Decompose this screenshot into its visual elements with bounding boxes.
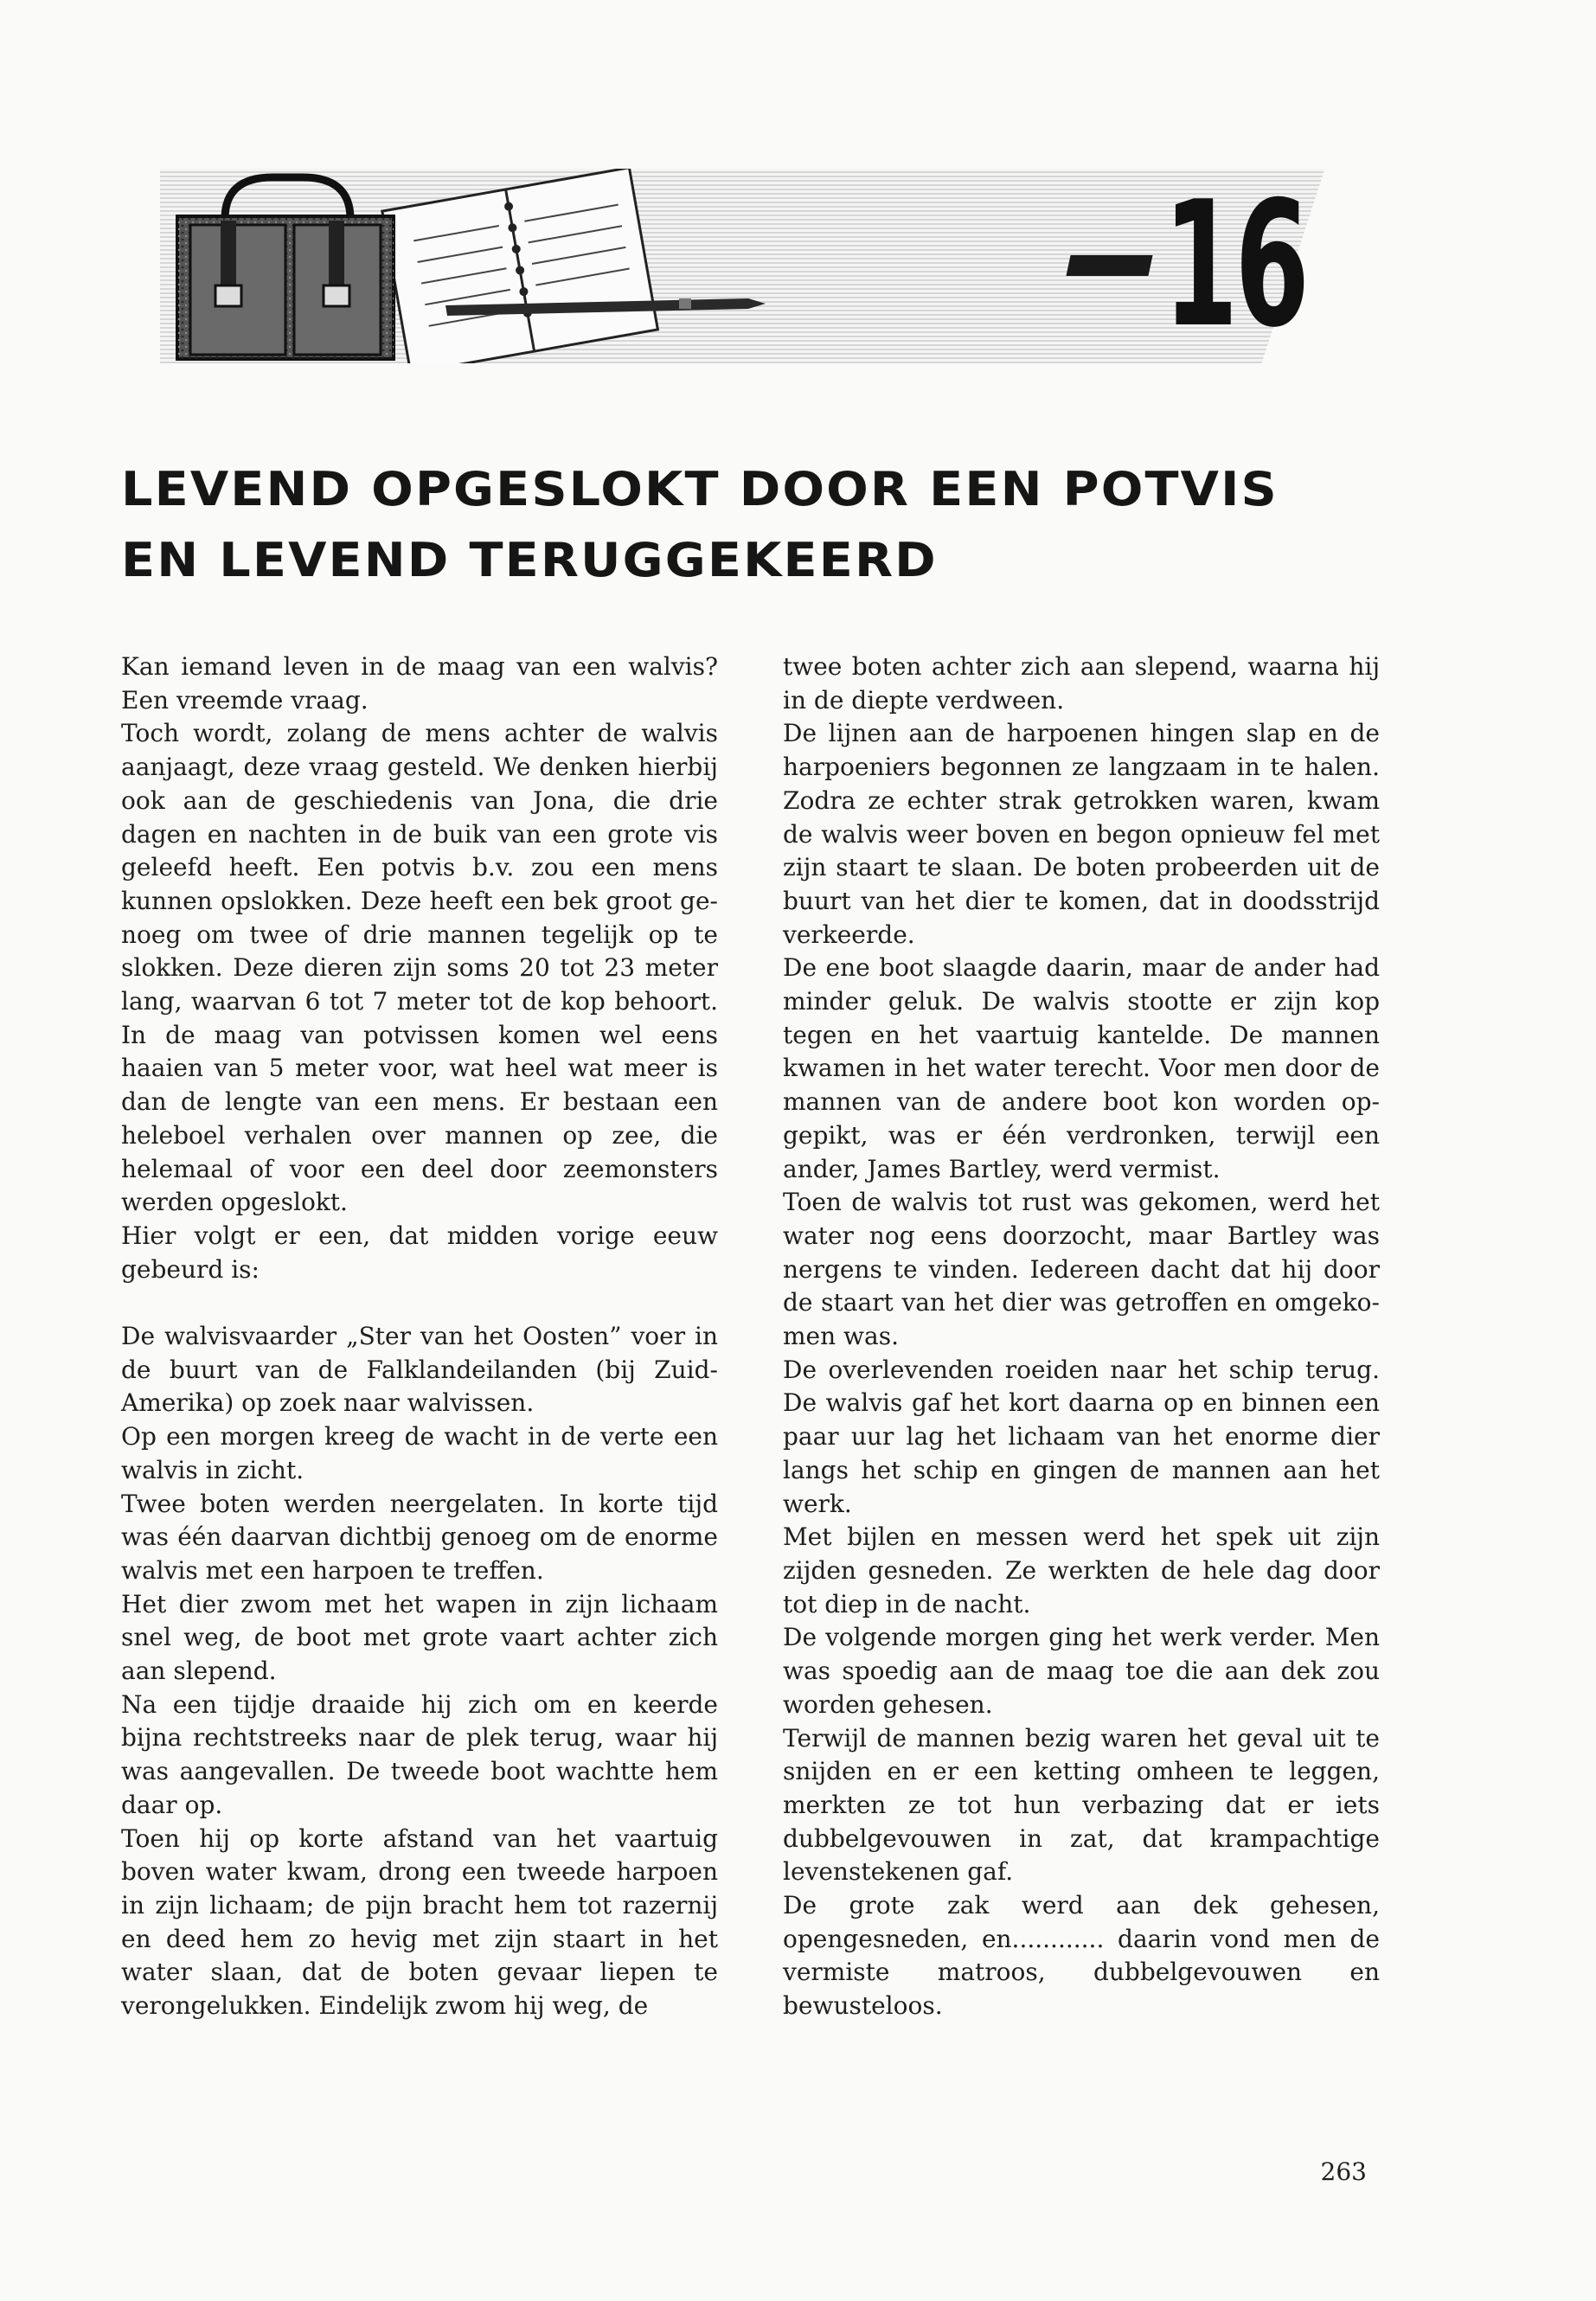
paragraph: De grote zak werd aan dek gehesen, opengesneden, en............ daarin vond men de vermiste matroos, dubbelgevouwen en bewusteloos.	[783, 1891, 1380, 2021]
paragraph: Hier volgt er een, dat midden vorige eeuw gebeurd is:	[121, 1221, 718, 1284]
chapter-title-line-2: EN LEVEND TERUGGEKEERD	[121, 533, 938, 587]
chapter-number: 16	[1163, 169, 1307, 363]
paragraph: Toen hij op korte afstand van het vaartuig boven water kwam, drong een tweede harpoen in zijn lichaam; de pijn bracht hem tot razernij en deed hem zo hevig met zijn staart in het water slaan, dat de boten gevaar liepen te verongelukken. Eindelijk zwom hij weg, de	[121, 1823, 718, 2021]
paragraph: Met bijlen en messen werd het spek uit zijn zijden gesneden. Ze werkten de hele dag door tot diep in de nacht.	[783, 1522, 1380, 1618]
paragraph: Toch wordt, zolang de mens achter de walvis aanjaagt, deze vraag gesteld. We denken hierbij ook aan de geschiedenis van Jona, die drie dagen en nachten in de buik van een grote vis geleefd heeft. Een potvis b.v. zou een mens kunnen opslokken. Deze heeft een bek groot genoeg om twee of drie mannen tegelijk op te slokken. Deze dieren zijn soms 20 tot 23 meter lang, waarvan 6 tot 7 meter tot de kop behoort. In de maag van potvissen komen wel eens haaien van 5 meter voor, wat heel wat meer is dan de lengte van een mens. Er bestaan een heleboel verhalen over mannen op zee, die helemaal of voor een deel door zeemonsters werden opgeslokt.	[121, 719, 718, 1217]
paragraph: Toen de walvis tot rust was gekomen, werd het water nog eens doorzocht, maar Bartley was nergens te vinden. Iedereen dacht dat hij door de staart van het dier was getroffen en omgekomen was.	[783, 1188, 1380, 1351]
paragraph: Het dier zwom met het wapen in zijn lichaam snel weg, de boot met grote vaart achter zich aan slepend.	[121, 1589, 718, 1686]
chapter-title	[121, 454, 1552, 596]
paragraph: Na een tijdje draaide hij zich om en keerde bijna rechtstreeks naar de plek terug, waar hij was aangevallen. De tweede boot wachtte hem daar op.	[121, 1689, 718, 1819]
chapter-header-banner	[160, 169, 1354, 363]
paragraph: Twee boten werden neergelaten. In korte tijd was één daarvan dichtbij genoeg om de enorme walvis met een harpoen te treffen.	[121, 1489, 718, 1585]
page-number: 263	[1320, 2157, 1367, 2186]
paragraph: De overlevenden roeiden naar het schip terug. De walvis gaf het kort daarna op en binnen een paar uur lag het lichaam van het enorme dier langs het schip en gingen de mannen aan het werk.	[783, 1355, 1380, 1518]
chapter-dash-mark	[1066, 255, 1152, 276]
paragraph: De lijnen aan de harpoenen hingen slap en de harpoeniers begonnen ze langzaam in te halen. Zodra ze echter strak getrokken waren, kwam de walvis weer boven en begon opnieuw fel met zijn staart te slaan. De boten probeerden uit de buurt van het dier te komen, dat in doodsstrijd verkeerde.	[783, 719, 1380, 949]
paragraph: Op een morgen kreeg de wacht in de verte een walvis in zicht.	[121, 1422, 718, 1484]
paragraph: Kan iemand leven in de maag van een walvis? Een vreemde vraag.	[121, 652, 718, 715]
chapter-title-line-1: LEVEND OPGESLOKT DOOR EEN POTVIS	[121, 462, 1279, 516]
text-column-left	[121, 651, 718, 2023]
text-column-right	[783, 651, 1380, 2023]
paragraph: twee boten achter zich aan slepend, waarna hij in de diepte verdween.	[783, 652, 1380, 715]
paragraph: De walvisvaarder „Ster van het Oosten” voer in de buurt van de Falklandeilanden (bij Zuid-Amerika) op zoek naar walvissen.	[121, 1322, 718, 1418]
paragraph: De volgende morgen ging het werk verder. Men was spoedig aan de maag toe die aan dek zou worden gehesen.	[783, 1623, 1380, 1719]
paragraph: Terwijl de mannen bezig waren het geval uit te snijden en er een ketting omheen te leggen, merkten ze tot hun verbazing dat er iets dubbelgevouwen in zat, dat krampachtige levenstekenen gaf.	[783, 1723, 1380, 1887]
paragraph: De ene boot slaagde daarin, maar de ander had minder geluk. De walvis stootte er zijn kop tegen en het vaartuig kantelde. De mannen kwamen in het water terecht. Voor men door de mannen van de andere boot kon worden opgepikt, was er één verdronken, terwijl een ander, James Bartley, werd vermist.	[783, 953, 1380, 1183]
